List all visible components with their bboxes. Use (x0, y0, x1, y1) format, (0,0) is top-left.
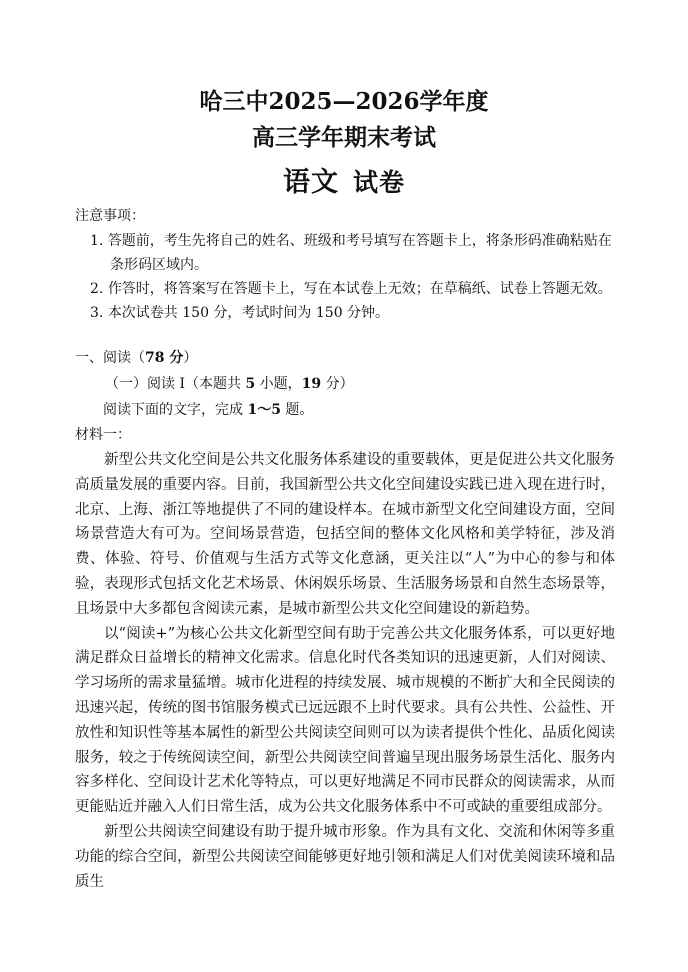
notice-heading: 注意事项： (75, 208, 145, 224)
notice-item-text: 本次试卷共 150 分，考试时间为 150 分钟。 (107, 305, 390, 321)
material-label: 材料一： (75, 427, 131, 443)
subsection-title: （一）阅读 I（本题共 5 小题，19 分） (105, 376, 354, 392)
reading-passage (75, 448, 615, 894)
notice-item-1-continued: 条形码区域内。 (110, 257, 208, 273)
notice-item-1 (90, 230, 612, 250)
passage-paragraph: 新型公共文化空间是公共文化服务体系建设的重要载体，更是促进公共文化服务高质量发展的重要内容。目前，我国新型公共文化空间建设实践已进入现在进行时，北京、上海、浙江等地提供了不同的建设样本。在城市新型文化空间建设方面，空间场景营造大有可为。空间场景营造，包括空间的整体文化风格和美学特征，涉及消费、体验、符号、价值观与生活方式等文化意涵，更关注以“人”为中心的参与和体验，表现形式包括文化艺术场景、休闲娱乐场景、生活服务场景和自然生态场景等，且场景中大多都包含阅读元素，是城市新型公共文化空间建设的新趋势。 (75, 452, 615, 617)
exam-subject-title (0, 160, 688, 199)
notice-item-2 (90, 278, 612, 298)
passage-paragraph: 新型公共阅读空间建设有助于提升城市形象。作为具有文化、交流和休闲等多重功能的综合空间，新型公共阅读空间能够更好地引领和满足人们对优美阅读环境和品质生 (75, 823, 615, 890)
notice-item-text: 作答时，将答案写在答题卡上，写在本试卷上无效；在草稿纸、试卷上答题无效。 (107, 281, 612, 297)
notice-item-3 (90, 302, 389, 322)
notice-item-text: 答题前，考生先将自己的姓名、班级和考号填写在答题卡上，将条形码准确粘贴在 (107, 233, 612, 249)
section-title: 一、阅读（78 分） (75, 350, 198, 366)
notice-item-number: 2. (90, 281, 104, 297)
paper-label: 试卷 (352, 168, 405, 197)
reading-instruction: 阅读下面的文字，完成 1～5 题。 (103, 402, 314, 418)
notice-item-number: 3. (90, 305, 104, 321)
passage-paragraph: 以“阅读+”为核心公共文化新型空间有助于完善公共文化服务体系，可以更好地满足群众日益增长的精神文化需求。信息化时代各类知识的迅速更新，人们对阅读、学习场所的需求量猛增。城市化进程的持续发展、城市规模的不断扩大和全民阅读的迅速兴起，传统的图书馆服务模式已远远跟不上时代要求。具有公共性、公益性、开放性和知识性等基本属性的新型公共阅读空间则可以为读者提供个性化、品质化阅读服务，较之于传统阅读空间，新型公共阅读空间普遍呈现出服务场景生活化、服务内容多样化、空间设计艺术化等特点，可以更好地满足不同市民群众的阅读需求，从而更能贴近并融入人们日常生活，成为公共文化服务体系中不可或缺的重要组成部分。 (75, 625, 615, 816)
exam-school-year: 哈三中2025—2026学年度 (199, 88, 489, 115)
notice-item-number: 1. (90, 233, 104, 249)
subject-name: 语文 (282, 167, 339, 198)
exam-name: 高三学年期末考试 (252, 124, 436, 151)
